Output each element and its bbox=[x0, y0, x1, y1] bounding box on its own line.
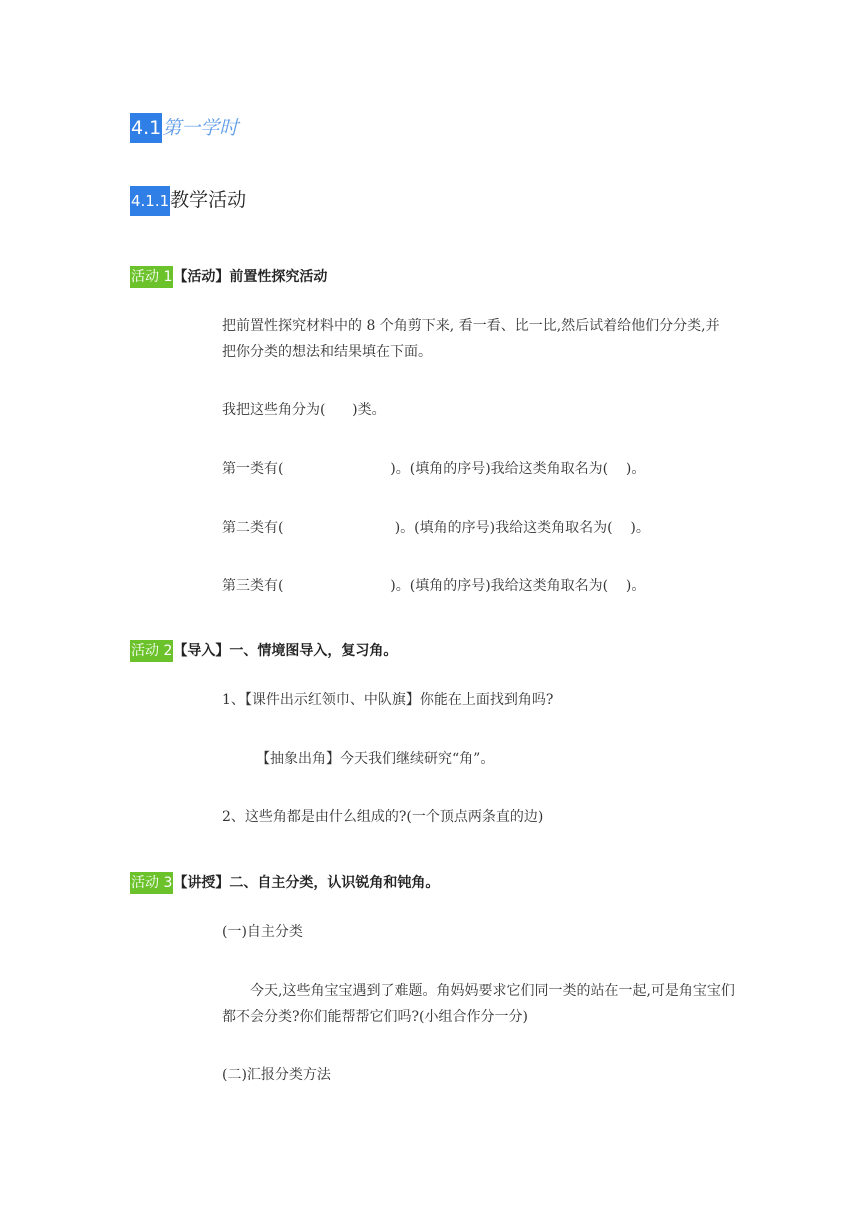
activity-title: 【导入】一、情境图导入，复习角。 bbox=[173, 643, 398, 659]
paragraph: 第一类有( )。(填角的序号)我给这类角取名为( )。 bbox=[222, 461, 646, 477]
activity-tag: 活动 2 bbox=[130, 640, 173, 662]
activity-tag: 活动 1 bbox=[130, 266, 173, 288]
paragraph: 今天,这些角宝宝遇到了难题。角妈妈要求它们同一类的站在一起,可是角宝宝们都不会分类?你们能帮帮它们吗?(小组合作分一分) bbox=[222, 983, 735, 1025]
paragraph: 2、这些角都是由什么组成的?(一个顶点两条直的边) bbox=[222, 809, 544, 825]
paragraph: 把前置性探究材料中的 8 个角剪下来, 看一看、比一比,然后试着给他们分分类,并把你分类的想法和结果填在下面。 bbox=[222, 318, 720, 360]
activity-tag: 活动 3 bbox=[130, 872, 173, 894]
subsection-title: 教学活动 bbox=[170, 189, 247, 211]
paragraph: 第三类有( )。(填角的序号)我给这类角取名为( )。 bbox=[222, 578, 646, 594]
paragraph: 【抽象出角】今天我们继续研究“角”。 bbox=[256, 751, 495, 767]
activity-1-heading bbox=[130, 266, 327, 288]
subsection-heading-4-1-1 bbox=[130, 186, 246, 216]
paragraph: 1、【课件出示红领巾、中队旗】你能在上面找到角吗? bbox=[222, 692, 554, 708]
paragraph: 我把这些角分为( )类。 bbox=[222, 402, 386, 418]
paragraph: (一)自主分类 bbox=[222, 924, 303, 940]
activity-2-heading bbox=[130, 640, 397, 662]
paragraph: (二)汇报分类方法 bbox=[222, 1067, 331, 1083]
paragraph: 第二类有( )。(填角的序号)我给这类角取名为( )。 bbox=[222, 520, 650, 536]
subsection-number: 4.1.1 bbox=[130, 186, 170, 216]
activity-3-heading bbox=[130, 872, 439, 894]
activity-title: 【讲授】二、自主分类，认识锐角和钝角。 bbox=[173, 875, 440, 891]
section-heading-4-1 bbox=[130, 113, 238, 143]
section-title: 第一学时 bbox=[162, 117, 239, 139]
section-number: 4.1 bbox=[130, 113, 162, 143]
activity-title: 【活动】前置性探究活动 bbox=[173, 269, 328, 285]
